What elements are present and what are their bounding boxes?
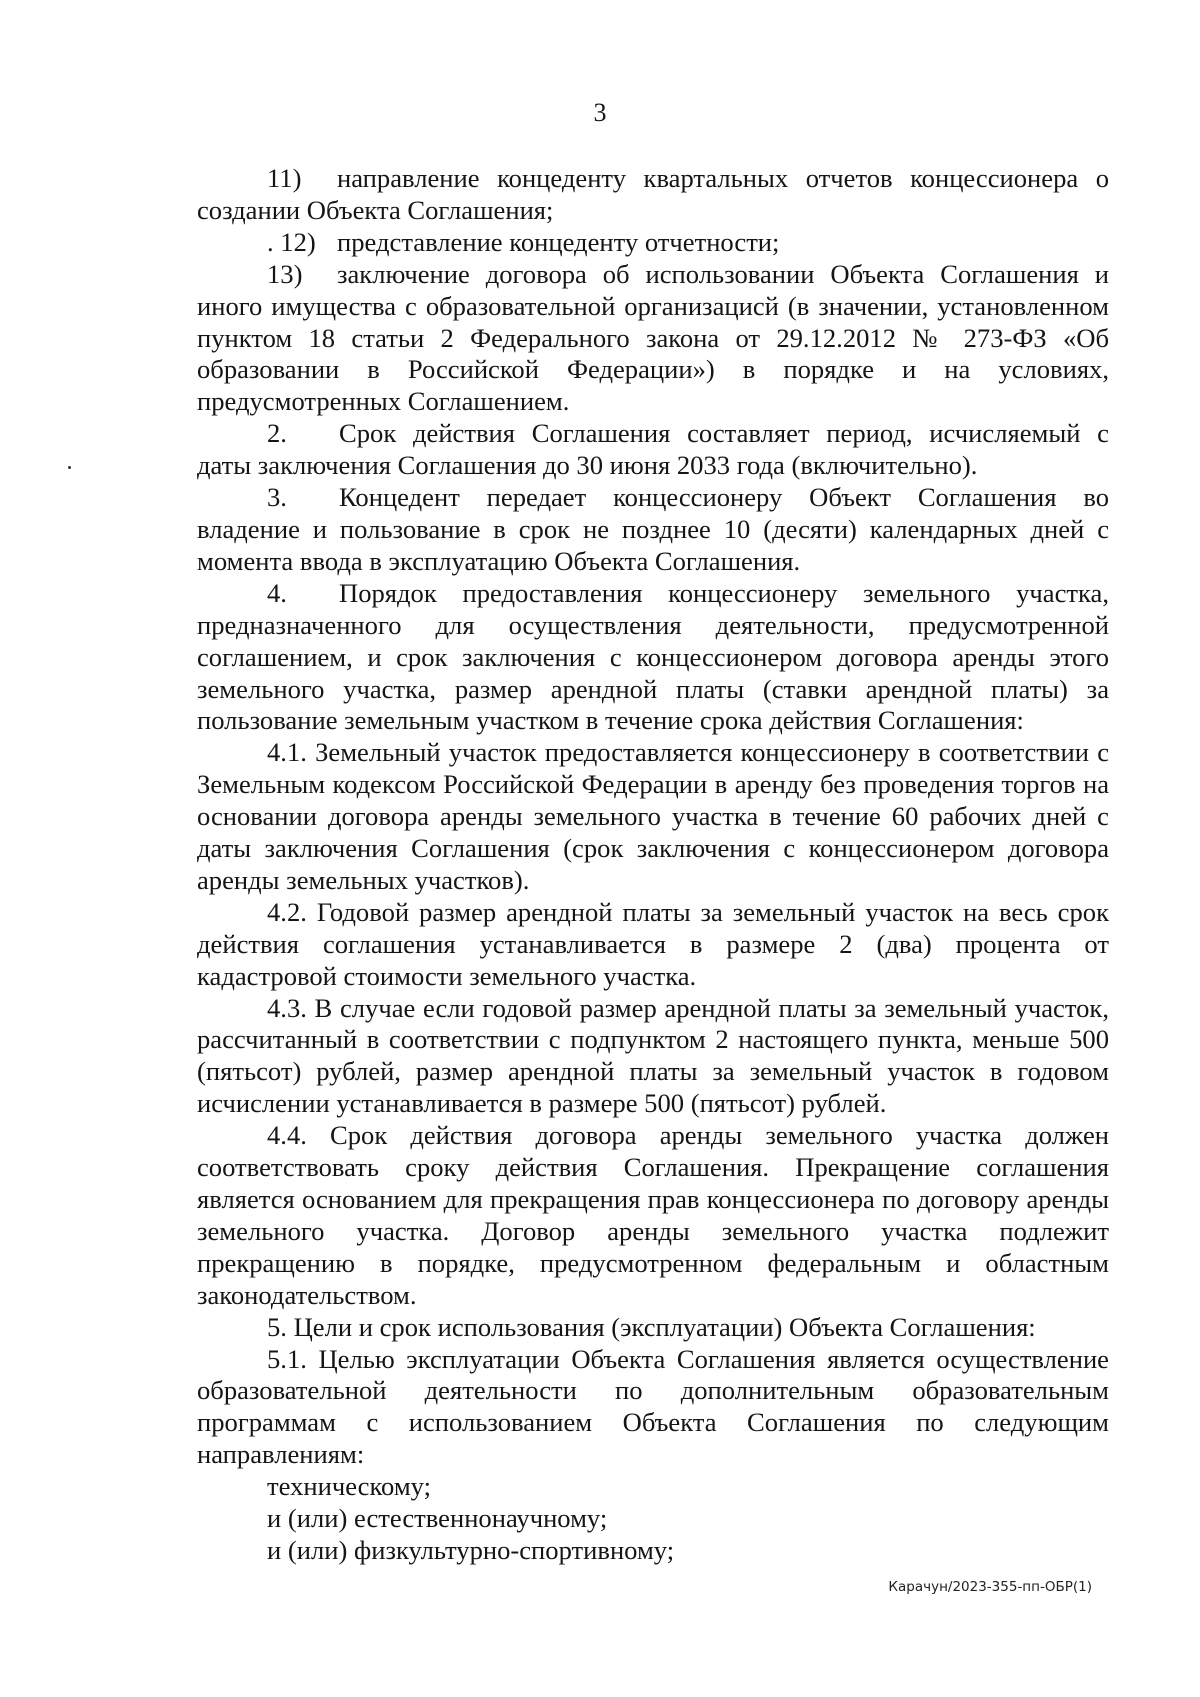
section-number: 4. bbox=[267, 577, 287, 608]
section-4-1: 4.1. Земельный участок предоставляется концессионеру в соответствии с Земельным кодексом Российской Федерации в аренду без проведения торгов на основании договора аренды земельного участка в течение 60 рабочих дней с даты заключения Соглашения (срок заключения с концессионером договора аренды земельных участков). bbox=[197, 737, 1109, 895]
item-number: 13) bbox=[267, 258, 303, 289]
scan-speck bbox=[68, 466, 71, 469]
item-text: представление концеденту отчетности; bbox=[337, 226, 780, 257]
section-4-2: 4.2. Годовой размер арендной платы за земельный участок на весь срок действия соглашения устанавливается в размере 2 (два) процента от кадастровой стоимости земельного участка. bbox=[197, 896, 1109, 991]
section-text: Срок действия Соглашения составляет период, исчисляемый с даты заключения Соглашения до 30 июня 2033 года (включительно). bbox=[197, 418, 1109, 481]
direction-item: и (или) естественнонаучному; bbox=[267, 1503, 608, 1534]
section-number: 3. bbox=[267, 482, 287, 513]
document-body bbox=[197, 163, 1109, 1567]
section-5: 5. Цели и срок использования (эксплуатации) Объекта Соглашения: bbox=[267, 1311, 1036, 1342]
page-number: 3 bbox=[593, 98, 607, 127]
section-4-3: 4.3. В случае если годовой размер арендной платы за земельный участок, рассчитанный в соответствии с подпунктом 2 настоящего пункта, меньше 500 (пятьсот) рублей, размер арендной платы за земельный участок в годовом исчислении устанавливается в размере 500 (пятьсот) рублей. bbox=[197, 992, 1109, 1119]
list-item-13 bbox=[197, 259, 1109, 419]
section-4 bbox=[197, 578, 1109, 738]
section-3 bbox=[197, 482, 1109, 578]
section-text: Порядок предоставления концессионеру земельного участка, предназначенного для осуществления деятельности, предусмотренной соглашением, и срок заключения с концессионером договора аренды этого земельного участка, размер арендной платы (ставки арендной платы) за пользование земельным участком в течение срока действия Соглашения: bbox=[197, 577, 1109, 736]
section-number: 2. bbox=[267, 418, 287, 449]
document-reference-code: Карачун/2023-355-пп-ОБР(1) bbox=[888, 1579, 1092, 1595]
list-item-11 bbox=[197, 163, 1109, 227]
item-text: заключение договора об использовании Объекта Соглашения и иного имущества с образовательной организацисй (в значении, установленном пунктом 18 статьи 2 Федерального закона от 29.12.2012 № 273-ФЗ «Об образовании в Российской Федерации») в порядке и на условиях, предусмотренных Соглашением. bbox=[197, 258, 1109, 417]
section-2 bbox=[197, 418, 1109, 482]
list-item-12 bbox=[197, 227, 1109, 259]
section-4-4: 4.4. Срок действия договора аренды земельного участка должен соответствовать сроку действия Соглашения. Прекращение соглашения является основанием для прекращения прав концессионера по договору аренды земельного участка. Договор аренды земельного участка подлежит прекращению в порядке, предусмотренном федеральным и областным законодательством. bbox=[197, 1120, 1109, 1310]
item-number: 11) bbox=[267, 163, 302, 193]
item-number: . 12) bbox=[267, 226, 316, 257]
section-text: Концедент передает концессионеру Объект Соглашения во владение и пользование в срок не позднее 10 (десяти) календарных дней с момента ввода в эксплуатацию Объекта Соглашения. bbox=[197, 482, 1109, 576]
section-5-1: 5.1. Целью эксплуатации Объекта Соглашения является осуществление образовательной деятельности по дополнительным образовательным программам с использованием Объекта Соглашения по следующим направлениям: bbox=[197, 1343, 1109, 1470]
direction-item: и (или) физкультурно-спортивному; bbox=[267, 1534, 675, 1565]
item-text: направление концеденту квартальных отчетов концессионера о создании Объекта Соглашения; bbox=[197, 163, 1109, 225]
direction-item: техническому; bbox=[267, 1471, 432, 1502]
